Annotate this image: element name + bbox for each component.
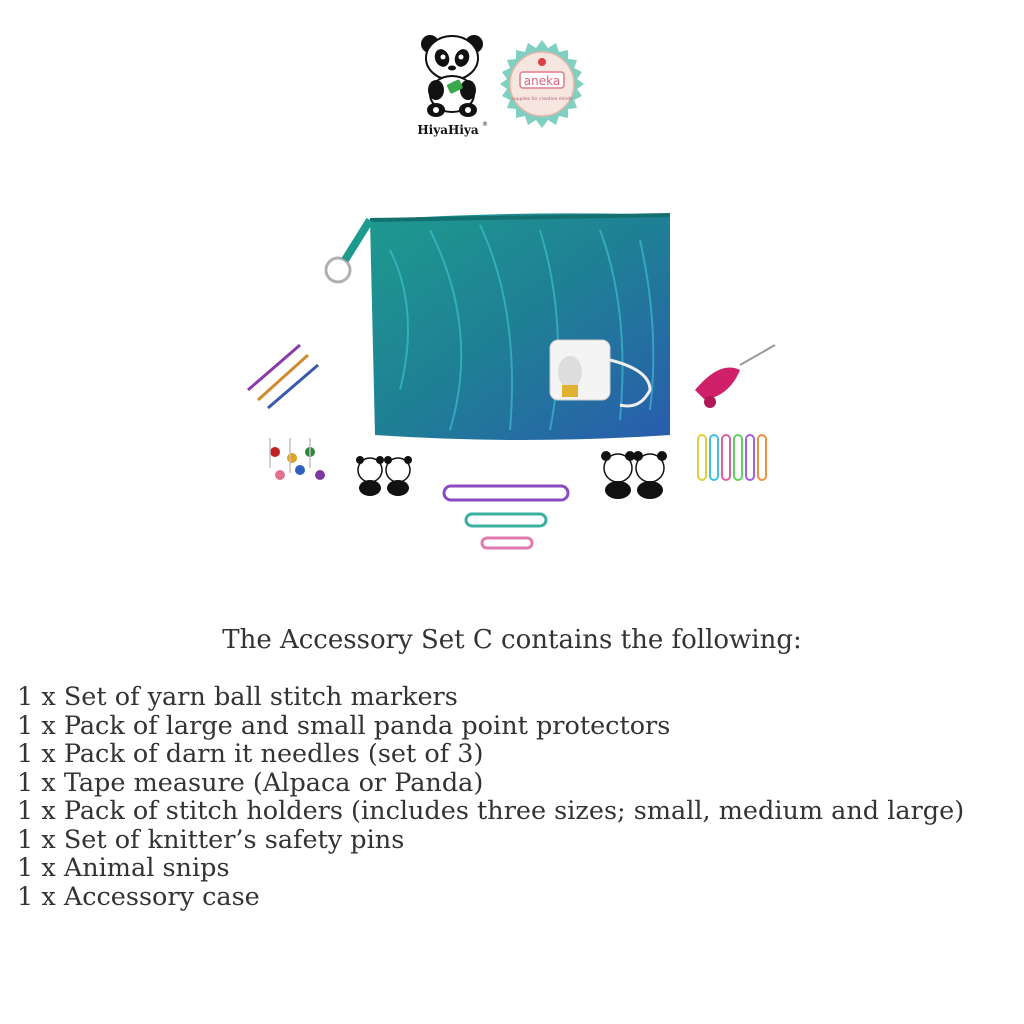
aneka-wordmark: aneka <box>523 74 561 88</box>
registered-mark: ® <box>482 121 488 128</box>
yarn-ball-stitch-markers <box>270 438 325 480</box>
aneka-tagline: supplies for creative minds <box>511 97 573 102</box>
list-item: 1 x Pack of darn it needles (set of 3) <box>17 739 484 769</box>
panda-protectors-small <box>356 456 412 496</box>
stitch-holders <box>444 486 568 548</box>
set-contents-heading: The Accessory Set C contains the following: <box>222 625 802 655</box>
aneka-logo <box>498 40 586 128</box>
list-item: 1 x Pack of stitch holders (includes three sizes; small, medium and large) <box>17 796 965 826</box>
animal-snips <box>695 345 775 408</box>
accessory-set-photo <box>220 190 810 570</box>
hiyahiya-panda-logo <box>414 30 490 140</box>
accessory-case <box>326 213 670 440</box>
panda-protectors-large <box>601 451 667 499</box>
set-contents-list <box>17 683 964 911</box>
brand-logos <box>410 30 600 140</box>
list-item: 1 x Tape measure (Alpaca or Panda) <box>17 767 484 798</box>
list-item: 1 x Pack of large and small panda point protectors <box>17 710 671 741</box>
darn-it-needles <box>248 345 318 408</box>
list-item: 1 x Set of yarn ball stitch markers <box>17 682 458 712</box>
knitters-safety-pins <box>698 435 766 480</box>
list-item: 1 x Set of knitter’s safety pins <box>17 824 405 855</box>
list-item: 1 x Accessory case <box>17 881 260 912</box>
hiyahiya-wordmark: HiyaHiya <box>417 123 479 137</box>
list-item: 1 x Animal snips <box>17 853 230 883</box>
